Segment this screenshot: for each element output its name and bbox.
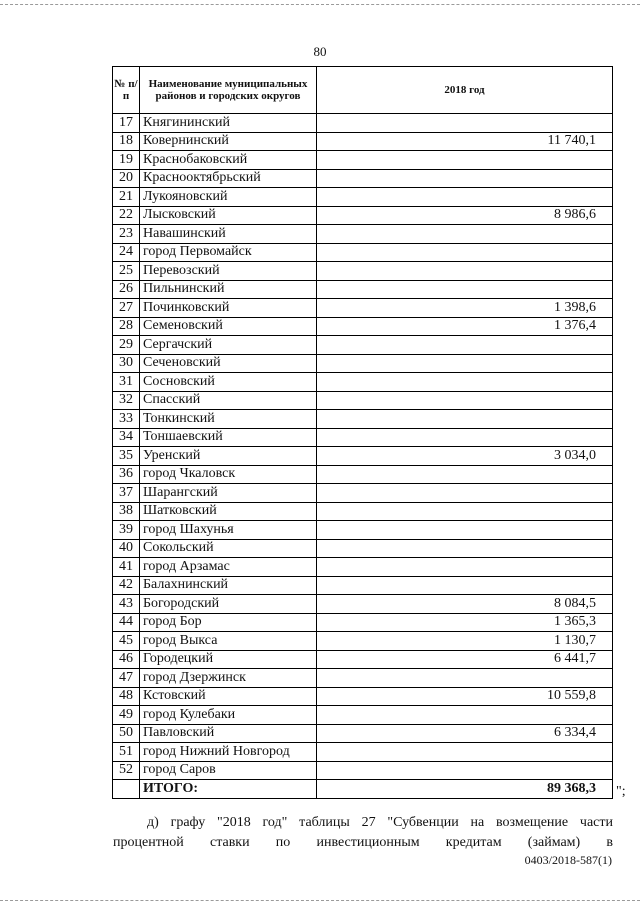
- page-number: 80: [313, 44, 327, 59]
- row-number: 44: [113, 613, 140, 632]
- closing-quote-mark: ";: [616, 784, 626, 799]
- row-number: 27: [113, 299, 140, 318]
- table-row: [113, 299, 613, 318]
- row-value: [317, 151, 613, 170]
- row-name: город Кулебаки: [140, 706, 317, 725]
- row-value: [317, 743, 613, 762]
- table-row: [113, 576, 613, 595]
- table-row: [113, 650, 613, 669]
- row-value: 8 986,6: [317, 206, 613, 225]
- row-number: 45: [113, 632, 140, 651]
- row-value: [317, 428, 613, 447]
- row-value: 10 559,8: [317, 687, 613, 706]
- table-row: [113, 317, 613, 336]
- row-value: [317, 280, 613, 299]
- row-value: [317, 243, 613, 262]
- table-body: [113, 114, 613, 780]
- table-row: [113, 188, 613, 207]
- table-row: [113, 262, 613, 281]
- row-number: 43: [113, 595, 140, 614]
- row-name: Шатковский: [140, 502, 317, 521]
- row-value: 11 740,1: [317, 132, 613, 151]
- row-number: 39: [113, 521, 140, 540]
- table-row: [113, 761, 613, 780]
- row-number: 51: [113, 743, 140, 762]
- row-name: город Нижний Новгород: [140, 743, 317, 762]
- table-row: [113, 428, 613, 447]
- row-value: 1 376,4: [317, 317, 613, 336]
- row-number: 25: [113, 262, 140, 281]
- row-value: [317, 262, 613, 281]
- row-number: 32: [113, 391, 140, 410]
- table-row: [113, 465, 613, 484]
- row-value: [317, 539, 613, 558]
- row-name: Шарангский: [140, 484, 317, 503]
- row-name: Ковернинский: [140, 132, 317, 151]
- row-value: [317, 225, 613, 244]
- header-number: № п/п: [113, 67, 140, 114]
- table-row: [113, 114, 613, 133]
- row-number: 23: [113, 225, 140, 244]
- row-number: 50: [113, 724, 140, 743]
- row-name: Тоншаевский: [140, 428, 317, 447]
- row-value: [317, 761, 613, 780]
- row-number: 36: [113, 465, 140, 484]
- row-name: город Бор: [140, 613, 317, 632]
- total-value: 89 368,3: [317, 780, 613, 799]
- row-value: [317, 354, 613, 373]
- table-row: [113, 243, 613, 262]
- row-name: город Арзамас: [140, 558, 317, 577]
- row-number: 31: [113, 373, 140, 392]
- row-name: Богородский: [140, 595, 317, 614]
- row-name: Краснооктябрьский: [140, 169, 317, 188]
- row-number: 38: [113, 502, 140, 521]
- table-row: [113, 336, 613, 355]
- row-value: 8 084,5: [317, 595, 613, 614]
- row-name: Семеновский: [140, 317, 317, 336]
- row-name: Тонкинский: [140, 410, 317, 429]
- row-value: [317, 502, 613, 521]
- total-row: [113, 780, 613, 799]
- row-number: 18: [113, 132, 140, 151]
- table-row: [113, 613, 613, 632]
- row-name: Перевозский: [140, 262, 317, 281]
- paragraph-line-1: д) графу "2018 год" таблицы 27 "Субвенции на возмещение части: [147, 815, 613, 830]
- row-value: [317, 336, 613, 355]
- row-number: 48: [113, 687, 140, 706]
- row-value: [317, 188, 613, 207]
- table-row: [113, 632, 613, 651]
- row-value: [317, 558, 613, 577]
- row-name: Сергачский: [140, 336, 317, 355]
- row-name: Сеченовский: [140, 354, 317, 373]
- row-value: 6 441,7: [317, 650, 613, 669]
- row-name: Спасский: [140, 391, 317, 410]
- table-row: [113, 484, 613, 503]
- row-name: Пильнинский: [140, 280, 317, 299]
- row-number: 33: [113, 410, 140, 429]
- row-number: 30: [113, 354, 140, 373]
- row-name: Кстовский: [140, 687, 317, 706]
- table-row: [113, 225, 613, 244]
- row-value: 1 130,7: [317, 632, 613, 651]
- table-row: [113, 373, 613, 392]
- row-number: 40: [113, 539, 140, 558]
- row-name: город Шахунья: [140, 521, 317, 540]
- row-number: 17: [113, 114, 140, 133]
- paragraph-line-2: процентной ставки по инвестиционным кредитам (займам) в: [113, 835, 613, 850]
- total-number-cell: [113, 780, 140, 799]
- row-name: Лысковский: [140, 206, 317, 225]
- row-value: [317, 706, 613, 725]
- table-row: [113, 595, 613, 614]
- document-code: 0403/2018-587(1): [524, 853, 612, 867]
- row-number: 19: [113, 151, 140, 170]
- row-name: город Первомайск: [140, 243, 317, 262]
- row-number: 29: [113, 336, 140, 355]
- row-number: 34: [113, 428, 140, 447]
- subsidy-table: [112, 66, 613, 799]
- row-name: город Выкса: [140, 632, 317, 651]
- row-value: 1 398,6: [317, 299, 613, 318]
- row-name: Городецкий: [140, 650, 317, 669]
- bottom-divider: [0, 900, 640, 901]
- table-row: [113, 669, 613, 688]
- row-value: [317, 373, 613, 392]
- table-row: [113, 558, 613, 577]
- row-value: [317, 114, 613, 133]
- row-name: Краснобаковский: [140, 151, 317, 170]
- header-name: Наименование муниципальных районов и городских округов: [140, 67, 317, 114]
- header-2018: 2018 год: [317, 67, 613, 114]
- row-name: Лукояновский: [140, 188, 317, 207]
- row-number: 26: [113, 280, 140, 299]
- row-number: 42: [113, 576, 140, 595]
- row-value: [317, 576, 613, 595]
- row-number: 28: [113, 317, 140, 336]
- top-divider: [0, 4, 640, 5]
- table-row: [113, 502, 613, 521]
- table-row: [113, 687, 613, 706]
- row-value: [317, 465, 613, 484]
- row-value: [317, 169, 613, 188]
- table-row: [113, 743, 613, 762]
- row-name: Княгининский: [140, 114, 317, 133]
- row-value: 6 334,4: [317, 724, 613, 743]
- row-value: [317, 521, 613, 540]
- row-name: Сокольский: [140, 539, 317, 558]
- table-header-row: [113, 67, 613, 114]
- table-row: [113, 410, 613, 429]
- row-number: 52: [113, 761, 140, 780]
- row-name: Павловский: [140, 724, 317, 743]
- row-name: Балахнинский: [140, 576, 317, 595]
- table-row: [113, 354, 613, 373]
- table-row: [113, 169, 613, 188]
- table-row: [113, 724, 613, 743]
- row-value: [317, 669, 613, 688]
- row-number: 46: [113, 650, 140, 669]
- table-row: [113, 521, 613, 540]
- row-value: 3 034,0: [317, 447, 613, 466]
- row-name: Починковский: [140, 299, 317, 318]
- row-number: 47: [113, 669, 140, 688]
- row-name: город Дзержинск: [140, 669, 317, 688]
- row-number: 20: [113, 169, 140, 188]
- row-number: 24: [113, 243, 140, 262]
- row-name: Навашинский: [140, 225, 317, 244]
- row-number: 49: [113, 706, 140, 725]
- table-row: [113, 706, 613, 725]
- row-number: 41: [113, 558, 140, 577]
- row-name: город Саров: [140, 761, 317, 780]
- row-value: [317, 391, 613, 410]
- row-number: 22: [113, 206, 140, 225]
- table-row: [113, 151, 613, 170]
- table-row: [113, 206, 613, 225]
- row-name: город Чкаловск: [140, 465, 317, 484]
- row-number: 35: [113, 447, 140, 466]
- row-number: 37: [113, 484, 140, 503]
- row-number: 21: [113, 188, 140, 207]
- row-name: Уренский: [140, 447, 317, 466]
- table-row: [113, 132, 613, 151]
- table-row: [113, 539, 613, 558]
- total-label: ИТОГО:: [140, 780, 317, 799]
- row-value: [317, 410, 613, 429]
- row-value: 1 365,3: [317, 613, 613, 632]
- table-row: [113, 280, 613, 299]
- table-row: [113, 391, 613, 410]
- table-row: [113, 447, 613, 466]
- row-value: [317, 484, 613, 503]
- row-name: Сосновский: [140, 373, 317, 392]
